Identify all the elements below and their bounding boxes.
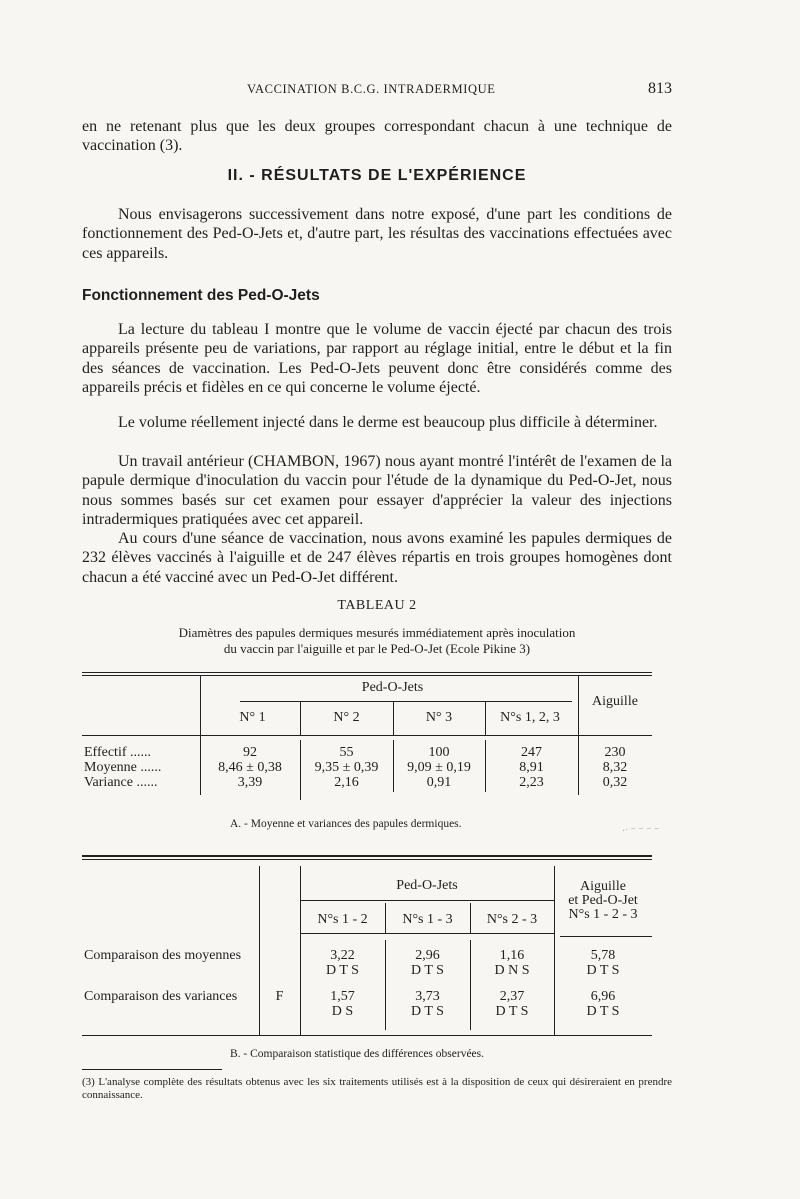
table-cell: D T S [411, 963, 444, 978]
subsection-title: Fonctionnement des Ped-O-Jets [82, 287, 320, 304]
table-cell: D T S [495, 1004, 529, 1019]
rule [300, 933, 554, 934]
table-caption [82, 625, 672, 656]
running-header [82, 80, 672, 100]
column-header: N°s 2 - 3 [486, 912, 538, 927]
rule [300, 900, 554, 901]
column-header-line-3: N°s 1 - 2 - 3 [568, 907, 638, 922]
table-cell: 55 [339, 745, 354, 760]
column-header: N°s 1 - 2 [317, 912, 368, 927]
row-label: Comparaison des moyennes [84, 948, 242, 963]
row-label: Comparaison des variances [84, 989, 238, 1004]
table-cell: 9,09 ± 0,19 [407, 760, 471, 775]
rule [82, 855, 652, 857]
row-label: Variance ...... [84, 775, 158, 790]
paragraph-4: Au cours d'une séance de vaccination, nous avons examiné les papules dermiques de 232 élèves vaccinés à l'aiguille et de 247 élèves répartis en trois groupes homogènes dont chacun a été vacciné avec un Ped-O-Jet différent. [82, 530, 672, 586]
table-cell: 100 [428, 745, 450, 760]
table-cell: 2,23 [519, 775, 544, 790]
rule [82, 1035, 652, 1036]
table-cell: 3,73 [415, 989, 440, 1004]
running-title: VACCINATION B.C.G. INTRADERMIQUE [247, 82, 496, 96]
section-paragraph: Nous envisagerons successivement dans notre exposé, d'une part les conditions de fonctionnement des Ped-O-Jets et, d'autre part, les résultas des vaccinations effectuées avec ces appareils. [82, 206, 672, 262]
table-cell: D N S [494, 963, 530, 978]
column-header: N°s 1, 2, 3 [500, 710, 560, 725]
table-cell: 2,37 [499, 989, 525, 1004]
table-cell: 1,57 [330, 989, 355, 1004]
row-label: Moyenne ...... [84, 760, 162, 775]
column-header: N° 2 [333, 710, 360, 725]
table-a-note: A. - Moyenne et variances des papules dermiques. [230, 818, 462, 830]
column-header: Aiguille [592, 694, 638, 709]
paragraph-2: Le volume réellement injecté dans le derme est beaucoup plus difficile à déterminer. [118, 414, 658, 431]
table-cell: D T S [326, 963, 359, 978]
rule [82, 672, 652, 673]
column-header: N°s 1 - 3 [402, 912, 453, 927]
table-cell: 5,78 [590, 948, 616, 963]
table-cell: 6,96 [590, 989, 616, 1004]
group-header: Ped-O-Jets [396, 878, 458, 893]
column-header: N° 3 [425, 710, 453, 725]
rule [82, 735, 652, 736]
table-b-note: B. - Comparaison statistique des différences observées. [230, 1048, 484, 1060]
table-cell: 8,46 ± 0,38 [218, 760, 282, 775]
rule [82, 859, 652, 860]
table-cell: 2,16 [334, 775, 359, 790]
table-cell: 247 [521, 745, 542, 760]
table-cell: 0,91 [426, 775, 452, 790]
intro-paragraph: en ne retenant plus que les deux groupes correspondant chacun à une technique de vaccination (3). [82, 118, 672, 155]
column-header-line-2: et Ped-O-Jet [568, 893, 638, 908]
table-cell: D T S [586, 1004, 620, 1019]
footnote-rule [82, 1069, 222, 1070]
table-cell: 1,16 [499, 948, 525, 963]
table-cell: 2,96 [415, 948, 440, 963]
table-cell: D T S [586, 963, 620, 978]
group-header: Ped-O-Jets [361, 680, 424, 695]
table-cell: D T S [411, 1004, 444, 1019]
table-cell: 0,32 [602, 775, 628, 790]
table-caption-line-2: du vaccin par l'aiguille et par le Ped-O-Jet (Ecole Pikine 3) [223, 640, 531, 656]
rule [560, 936, 652, 937]
footnote: (3) L'analyse complète des résultats obtenus avec les six traitements utilisés est à la disposition de ceux qui désireraient en prendre connaissance. [82, 1076, 672, 1101]
table-cell: 230 [604, 745, 626, 760]
column-header: N° 1 [239, 710, 266, 725]
table-cell: D S [331, 1004, 354, 1019]
table-cell: 8,32 [602, 760, 628, 775]
ink-marks: ·ˑ ⁻ ⁻ ⁻ ⁻ [622, 826, 660, 837]
table-cell: 8,91 [519, 760, 544, 775]
table-cell: 92 [243, 745, 257, 760]
rule [240, 701, 572, 702]
table-caption-line-1: Diamètres des papules dermiques mesurés immédiatement après inoculation [178, 625, 576, 640]
paragraph-3: Un travail antérieur (CHAMBON, 1967) nous ayant montré l'intérêt de l'examen de la papule dermique d'inoculation du vaccin pour l'étude de la dynamique du Ped-O-Jet, nous nous sommes basés sur cet examen pour essayer d'apprécier la valeur des injections intradermiques pratiquées avec cet appareil. [82, 453, 672, 528]
table-cell: 3,39 [237, 775, 263, 790]
stat-cell: F [275, 989, 284, 1004]
page-number: 813 [648, 80, 672, 97]
section-title: II. - RÉSULTATS DE L'EXPÉRIENCE [227, 167, 527, 184]
table-cell: 3,22 [330, 948, 355, 963]
column-header-line-1: Aiguille [580, 879, 626, 894]
row-label: Effectif ...... [84, 745, 151, 760]
paragraph-1: La lecture du tableau I montre que le volume de vaccin éjecté par chacun des trois appareils présente peu de variations, par rapport au réglage initial, entre le début et la fin des séances de vaccination. Les Ped-O-Jets peuvent donc être considérés comme des appareils précis et fidèles en ce qui concerne le volume éjecté. [82, 321, 672, 396]
table-title: TABLEAU 2 [337, 598, 417, 613]
table-cell: 9,35 ± 0,39 [314, 760, 379, 775]
divider [259, 866, 260, 1036]
rule [82, 675, 652, 676]
